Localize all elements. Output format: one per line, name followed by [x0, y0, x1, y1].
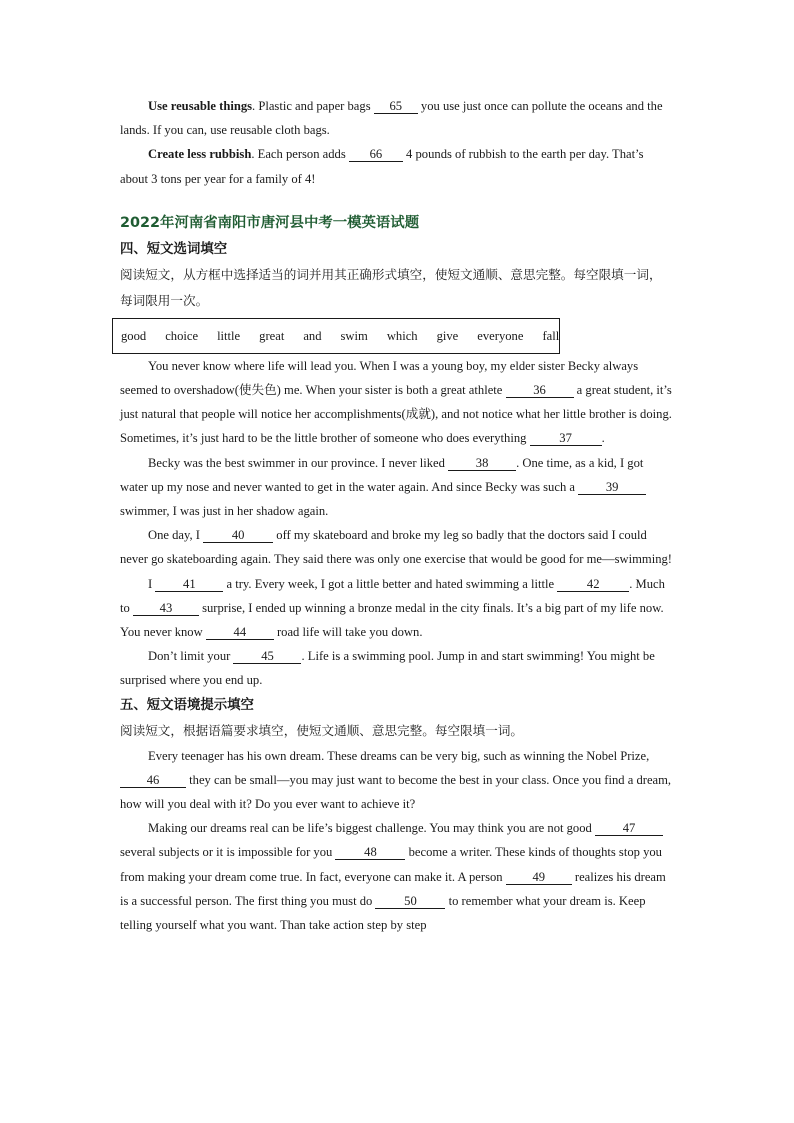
blank-43[interactable]: 43	[133, 601, 199, 616]
section-4-heading: 四、短文选词填空	[120, 241, 228, 257]
blank-46[interactable]: 46	[120, 773, 186, 788]
tip-heading: Use reusable things	[148, 99, 253, 113]
word-option: everyone	[477, 328, 524, 343]
word-option: great	[259, 328, 285, 343]
blank-47[interactable]: 47	[595, 821, 663, 836]
word-option: little	[217, 328, 241, 343]
page-content	[120, 94, 672, 937]
blank-42[interactable]: 42	[557, 577, 629, 592]
word-option: give	[436, 328, 459, 343]
blank-45[interactable]: 45	[233, 649, 301, 664]
blank-65[interactable]: 65	[374, 99, 418, 114]
section-5-instruction: 阅读短文，根据语篇要求填空，使短文通顺、意思完整。每空限填一词。	[120, 722, 523, 738]
passage-paragraph: Don’t limit your 45 . Life is a swimming pool. Jump in and start swimming! You might be surprised where you end up.	[120, 649, 655, 688]
word-option: swim	[340, 328, 368, 343]
tip-paragraph: Create less rubbish. Each person adds 66 4 pounds of rubbish to the earth per day. That’s about 3 tons per year for a family of 4!	[120, 147, 644, 186]
passage-paragraph: Making our dreams real can be life’s biggest challenge. You may think you are not good 47 several subjects or it is impossible for you 48 become a writer. These kinds of thoughts stop you from making your dream come true. In fact, everyone can make it. A person 49 realizes his dream is a successful person. The first thing you must do 50 to remember what your dream is. Keep telling yourself what you want. Than take action step by step	[120, 821, 666, 933]
word-box	[112, 318, 560, 354]
blank-39[interactable]: 39	[578, 480, 646, 495]
blank-37[interactable]: 37	[530, 431, 602, 446]
word-option: fall	[542, 328, 560, 343]
tip-paragraph: Use reusable things. Plastic and paper bags 65 you use just once can pollute the oceans and the lands. If you can, use reusable cloth bags.	[120, 99, 663, 138]
word-option: and	[303, 328, 322, 343]
section-4-instruction: 阅读短文，从方框中选择适当的词并用其正确形式填空，使短文通顺、意思完整。每空限填一词，每词限用一次。	[120, 266, 662, 308]
word-option: which	[386, 328, 418, 343]
passage-paragraph: Every teenager has his own dream. These dreams can be very big, such as winning the Nobel Prize, 46 they can be small—you may just want to become the best in your class. Once you find a dream, how will you deal with it? Do you ever want to achieve it?	[120, 748, 672, 812]
blank-38[interactable]: 38	[448, 456, 516, 471]
exam-title: 2022年河南省南阳市唐河县中考一模英语试题	[120, 214, 420, 231]
blank-49[interactable]: 49	[506, 870, 572, 885]
word-option: choice	[165, 328, 199, 343]
section-5-heading: 五、短文语境提示填空	[120, 697, 254, 713]
blank-40[interactable]: 40	[203, 528, 273, 543]
blank-50[interactable]: 50	[375, 894, 445, 909]
passage-paragraph: I 41 a try. Every week, I got a little better and hated swimming a little 42 . Much to 43 surprise, I ended up winning a bronze medal in the city finals. It’s a big part of my life now. You never know 44 road life will take you down.	[120, 576, 665, 640]
blank-66[interactable]: 66	[349, 147, 403, 162]
tip-heading: Create less rubbish	[148, 147, 252, 162]
passage-paragraph: One day, I 40 off my skateboard and broke my leg so badly that the doctors said I could never go skateboarding again. They said there was only one exercise that would be good for me—swimming!	[120, 528, 672, 567]
blank-44[interactable]: 44	[206, 625, 274, 640]
blank-41[interactable]: 41	[155, 577, 223, 592]
blank-48[interactable]: 48	[335, 845, 405, 860]
passage-paragraph: Becky was the best swimmer in our province. I never liked 38 . One time, as a kid, I got water up my nose and never wanted to get in the water again. And since Becky was such a 39 swimmer, I was just in her shadow again.	[120, 451, 672, 524]
passage-paragraph: You never know where life will lead you. When I was a young boy, my elder sister Becky always seemed to overshadow(使失色) me. When your sister is both a great athlete 36 a great student, it’s just natural that people will notice her accomplishments(成就), and not notice what her little brother is doing. Sometimes, it’s just hard to be the little brother of someone who does everything 37 .	[120, 358, 672, 446]
blank-36[interactable]: 36	[506, 383, 574, 398]
word-option: good	[121, 328, 147, 343]
